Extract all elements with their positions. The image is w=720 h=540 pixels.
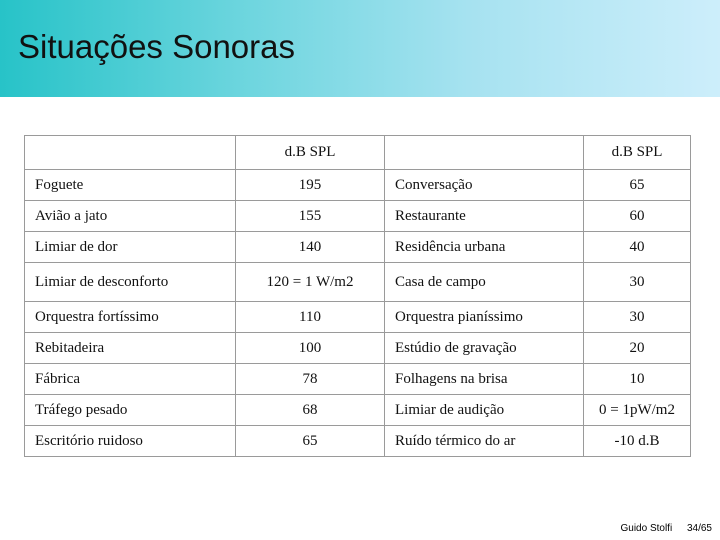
level-cell: 120 = 1 W/m2: [236, 263, 385, 302]
level-cell: 65: [236, 426, 385, 457]
level-cell: 30: [584, 302, 691, 333]
table-row: [25, 426, 691, 457]
level-cell: 155: [236, 201, 385, 232]
level-cell: 195: [236, 170, 385, 201]
level-cell: 30: [584, 263, 691, 302]
title-banner: [0, 0, 720, 97]
table-row: [25, 232, 691, 263]
slide-title: Situações Sonoras: [18, 28, 296, 65]
source-cell: Ruído térmico do ar: [385, 426, 584, 457]
source-cell: Conversação: [385, 170, 584, 201]
level-cell: 140: [236, 232, 385, 263]
level-cell: 68: [236, 395, 385, 426]
source-cell: Residência urbana: [385, 232, 584, 263]
table-row: [25, 302, 691, 333]
table-row: [25, 395, 691, 426]
table-row: [25, 201, 691, 232]
source-cell: Fábrica: [25, 364, 236, 395]
header-cell: [25, 136, 236, 170]
level-cell: 65: [584, 170, 691, 201]
source-cell: Foguete: [25, 170, 236, 201]
source-cell: Rebitadeira: [25, 333, 236, 364]
sound-levels-table: [24, 135, 691, 457]
source-cell: Orquestra fortíssimo: [25, 302, 236, 333]
header-cell: [385, 136, 584, 170]
level-cell: -10 d.B: [584, 426, 691, 457]
author-label: Guido Stolfi: [620, 523, 673, 534]
level-cell: 110: [236, 302, 385, 333]
slide-footer: [608, 523, 712, 534]
source-cell: Escritório ruidoso: [25, 426, 236, 457]
level-cell: 0 = 1pW/m2: [584, 395, 691, 426]
level-cell: 20: [584, 333, 691, 364]
source-cell: Restaurante: [385, 201, 584, 232]
table-row: [25, 263, 691, 302]
source-cell: Limiar de audição: [385, 395, 584, 426]
table-header-row: [25, 136, 691, 170]
source-cell: Avião a jato: [25, 201, 236, 232]
source-cell: Limiar de desconforto: [25, 263, 236, 302]
source-cell: Folhagens na brisa: [385, 364, 584, 395]
level-cell: 40: [584, 232, 691, 263]
source-cell: Tráfego pesado: [25, 395, 236, 426]
level-cell: 78: [236, 364, 385, 395]
level-cell: 100: [236, 333, 385, 364]
source-cell: Orquestra pianíssimo: [385, 302, 584, 333]
table-row: [25, 364, 691, 395]
page-number: 34/65: [686, 523, 712, 534]
table-row: [25, 333, 691, 364]
header-cell: d.B SPL: [236, 136, 385, 170]
level-cell: 60: [584, 201, 691, 232]
source-cell: Estúdio de gravação: [385, 333, 584, 364]
level-cell: 10: [584, 364, 691, 395]
source-cell: Limiar de dor: [25, 232, 236, 263]
source-cell: Casa de campo: [385, 263, 584, 302]
table-row: [25, 170, 691, 201]
header-cell: d.B SPL: [584, 136, 691, 170]
